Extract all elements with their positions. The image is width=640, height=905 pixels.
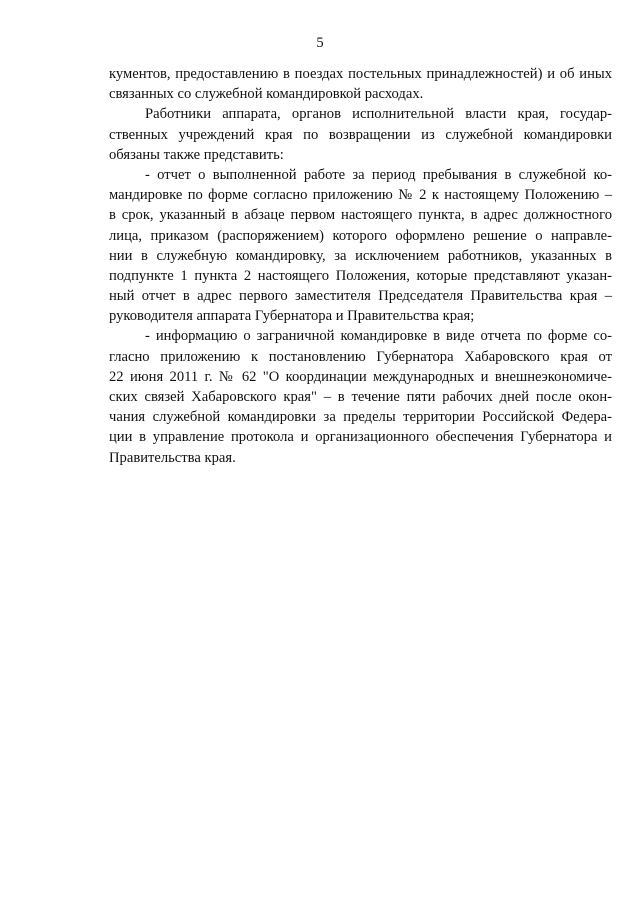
text-line: 22 июня 2011 г. № 62 "О координации международных и внешнеэкономиче- bbox=[109, 368, 612, 385]
paragraph bbox=[109, 64, 612, 104]
text-line: связанных со служебной командировкой расходах. bbox=[109, 86, 424, 103]
paragraph bbox=[109, 326, 612, 467]
text-line: обязаны также представить: bbox=[109, 146, 284, 163]
text-line: в срок, указанный в абзаце первом настоящего пункта, в адрес должностного bbox=[109, 207, 612, 224]
document-body bbox=[109, 64, 612, 468]
text-line: мандировке по форме согласно приложению № 2 к настоящему Положению – bbox=[109, 187, 612, 204]
text-line: кументов, предоставлению в поездах постельных принадлежностей) и об иных bbox=[109, 66, 612, 82]
text-line: - отчет о выполненной работе за период пребывания в служебной ко- bbox=[145, 166, 612, 183]
text-line: нии в служебную командировку, за исключением работников, указанных в bbox=[109, 247, 612, 264]
text-line: ственных учреждений края по возвращении из служебной командировки bbox=[109, 126, 612, 143]
paragraph bbox=[109, 165, 612, 327]
page-number: 5 bbox=[316, 35, 324, 51]
text-line: гласно приложению к постановлению Губернатора Хабаровского края от bbox=[109, 348, 612, 365]
text-line: - информацию о заграничной командировке в виде отчета по форме со- bbox=[145, 328, 612, 345]
text-line: ции в управление протокола и организационного обеспечения Губернатора и bbox=[109, 429, 612, 446]
paragraph bbox=[109, 104, 612, 165]
text-line: ный отчет в адрес первого заместителя Председателя Правительства края – bbox=[109, 288, 612, 305]
text-line: подпункте 1 пункта 2 настоящего Положения, которые представляют указан- bbox=[109, 267, 612, 284]
text-line: лица, приказом (распоряжением) которого оформлено решение о направле- bbox=[109, 227, 612, 244]
text-line: руководителя аппарата Губернатора и Правительства края; bbox=[109, 308, 475, 325]
text-line: Работники аппарата, органов исполнительной власти края, государ- bbox=[145, 106, 612, 123]
text-line: ских связей Хабаровского края" – в течение пяти рабочих дней после окон- bbox=[109, 389, 612, 405]
text-line: чания служебной командировки за пределы территории Российской Федера- bbox=[109, 409, 612, 426]
text-line: Правительства края. bbox=[109, 449, 236, 466]
